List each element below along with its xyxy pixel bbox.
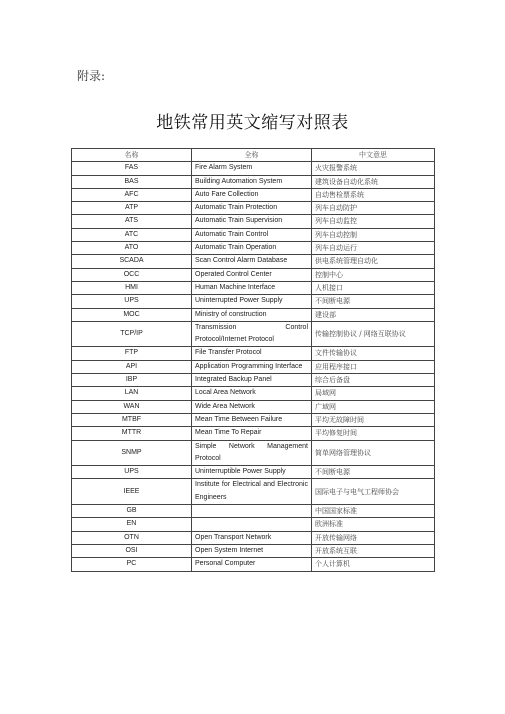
table-row bbox=[72, 427, 435, 440]
table-row bbox=[72, 360, 435, 373]
abbreviation-cell: OCC bbox=[72, 268, 192, 281]
chinese-meaning-cell: 建筑设备自动化系统 bbox=[312, 175, 435, 188]
table-row bbox=[72, 308, 435, 321]
table-row bbox=[72, 387, 435, 400]
table-row bbox=[72, 255, 435, 268]
full-name-cell: Operated Control Center bbox=[192, 268, 312, 281]
full-name-cell: Institute for Electrical and Electronic Engineers bbox=[192, 479, 312, 505]
chinese-meaning-cell: 自动售检票系统 bbox=[312, 188, 435, 201]
chinese-meaning-cell: 平均无故障时间 bbox=[312, 413, 435, 426]
chinese-meaning-cell: 建设部 bbox=[312, 308, 435, 321]
table-row bbox=[72, 466, 435, 479]
header-abbreviation: 名称 bbox=[72, 149, 192, 162]
full-name-cell: Uninterrupted Power Supply bbox=[192, 295, 312, 308]
full-name-cell: Ministry of construction bbox=[192, 308, 312, 321]
full-name-cell: Automatic Train Supervision bbox=[192, 215, 312, 228]
chinese-meaning-cell: 国际电子与电气工程师协会 bbox=[312, 479, 435, 505]
abbreviation-cell: ATC bbox=[72, 228, 192, 241]
chinese-meaning-cell: 不间断电源 bbox=[312, 295, 435, 308]
full-name-cell: Automatic Train Protection bbox=[192, 202, 312, 215]
abbreviation-cell: BAS bbox=[72, 175, 192, 188]
abbreviation-cell: TCP/IP bbox=[72, 321, 192, 347]
full-name-cell: Personal Computer bbox=[192, 558, 312, 571]
table-row bbox=[72, 505, 435, 518]
chinese-meaning-cell: 欧洲标准 bbox=[312, 518, 435, 531]
abbreviation-cell: AFC bbox=[72, 188, 192, 201]
abbreviation-cell: EN bbox=[72, 518, 192, 531]
table-row bbox=[72, 440, 435, 466]
chinese-meaning-cell: 广域网 bbox=[312, 400, 435, 413]
full-name-cell: Local Area Network bbox=[192, 387, 312, 400]
full-name-cell: Uninterruptible Power Supply bbox=[192, 466, 312, 479]
table-row bbox=[72, 479, 435, 505]
full-name-cell: Transmission Control Protocol/Internet Protocol bbox=[192, 321, 312, 347]
abbreviation-cell: PC bbox=[72, 558, 192, 571]
abbreviation-cell: UPS bbox=[72, 295, 192, 308]
abbreviation-cell: SCADA bbox=[72, 255, 192, 268]
full-name-cell: Open System Internet bbox=[192, 544, 312, 557]
table-row bbox=[72, 162, 435, 175]
full-name-cell: Simple Network Management Protocol bbox=[192, 440, 312, 466]
table-row bbox=[72, 228, 435, 241]
full-name-cell: Mean Time To Repair bbox=[192, 427, 312, 440]
chinese-meaning-cell: 供电系统管理自动化 bbox=[312, 255, 435, 268]
table-row bbox=[72, 242, 435, 255]
abbreviation-cell: SNMP bbox=[72, 440, 192, 466]
abbreviation-cell: ATS bbox=[72, 215, 192, 228]
abbreviation-cell: LAN bbox=[72, 387, 192, 400]
chinese-meaning-cell: 传输控制协议 / 网络互联协议 bbox=[312, 321, 435, 347]
abbreviation-cell: FAS bbox=[72, 162, 192, 175]
abbreviation-cell: UPS bbox=[72, 466, 192, 479]
table-row bbox=[72, 558, 435, 571]
abbreviation-cell: IEEE bbox=[72, 479, 192, 505]
abbreviation-cell: OTN bbox=[72, 531, 192, 544]
abbreviation-cell: OSI bbox=[72, 544, 192, 557]
abbreviation-table bbox=[71, 148, 435, 572]
full-name-cell: Building Automation System bbox=[192, 175, 312, 188]
full-name-cell: Automatic Train Control bbox=[192, 228, 312, 241]
table-row bbox=[72, 413, 435, 426]
chinese-meaning-cell: 人机接口 bbox=[312, 281, 435, 294]
chinese-meaning-cell: 列车自动运行 bbox=[312, 242, 435, 255]
table-row bbox=[72, 544, 435, 557]
abbreviation-cell: MTBF bbox=[72, 413, 192, 426]
header-full-name: 全称 bbox=[192, 149, 312, 162]
abbreviation-cell: MTTR bbox=[72, 427, 192, 440]
full-name-cell: Automatic Train Operation bbox=[192, 242, 312, 255]
chinese-meaning-cell: 开放传输网络 bbox=[312, 531, 435, 544]
full-name-cell: Wide Area Network bbox=[192, 400, 312, 413]
abbreviation-cell: HMI bbox=[72, 281, 192, 294]
chinese-meaning-cell: 应用程序接口 bbox=[312, 360, 435, 373]
full-name-cell: Integrated Backup Panel bbox=[192, 374, 312, 387]
full-name-cell: Auto Fare Collection bbox=[192, 188, 312, 201]
chinese-meaning-cell: 平均修复时间 bbox=[312, 427, 435, 440]
full-name-cell: Fire Alarm System bbox=[192, 162, 312, 175]
abbreviation-cell: API bbox=[72, 360, 192, 373]
abbreviation-cell: GB bbox=[72, 505, 192, 518]
full-name-cell: Open Transport Network bbox=[192, 531, 312, 544]
table-row bbox=[72, 400, 435, 413]
table-row bbox=[72, 518, 435, 531]
page-title: 地铁常用英文缩写对照表 bbox=[156, 113, 349, 133]
chinese-meaning-cell: 列车自动防护 bbox=[312, 202, 435, 215]
chinese-meaning-cell: 局域网 bbox=[312, 387, 435, 400]
chinese-meaning-cell: 文件传输协议 bbox=[312, 347, 435, 360]
abbreviation-cell: IBP bbox=[72, 374, 192, 387]
chinese-meaning-cell: 列车自动控制 bbox=[312, 228, 435, 241]
header-chinese-meaning: 中文意思 bbox=[312, 149, 435, 162]
chinese-meaning-cell: 个人计算机 bbox=[312, 558, 435, 571]
full-name-cell: Scan Control Alarm Database bbox=[192, 255, 312, 268]
chinese-meaning-cell: 控制中心 bbox=[312, 268, 435, 281]
full-name-cell bbox=[192, 518, 312, 531]
chinese-meaning-cell: 不间断电源 bbox=[312, 466, 435, 479]
table-row bbox=[72, 321, 435, 347]
abbreviation-cell: WAN bbox=[72, 400, 192, 413]
table-row bbox=[72, 188, 435, 201]
full-name-cell bbox=[192, 505, 312, 518]
full-name-cell: Mean Time Between Failure bbox=[192, 413, 312, 426]
chinese-meaning-cell: 简单网络管理协议 bbox=[312, 440, 435, 466]
abbreviation-cell: ATO bbox=[72, 242, 192, 255]
full-name-cell: Application Programming Interface bbox=[192, 360, 312, 373]
table-row bbox=[72, 281, 435, 294]
table-row bbox=[72, 202, 435, 215]
chinese-meaning-cell: 中国国家标准 bbox=[312, 505, 435, 518]
full-name-cell: Human Machine Interface bbox=[192, 281, 312, 294]
table-header-row bbox=[72, 149, 435, 162]
appendix-label: 附录: bbox=[77, 69, 106, 83]
chinese-meaning-cell: 综合后备盘 bbox=[312, 374, 435, 387]
table-row bbox=[72, 347, 435, 360]
table-row bbox=[72, 268, 435, 281]
table-row bbox=[72, 531, 435, 544]
full-name-cell: File Transfer Protocol bbox=[192, 347, 312, 360]
chinese-meaning-cell: 开放系统互联 bbox=[312, 544, 435, 557]
table-row bbox=[72, 175, 435, 188]
abbreviation-cell: MOC bbox=[72, 308, 192, 321]
abbreviation-cell: ATP bbox=[72, 202, 192, 215]
chinese-meaning-cell: 列车自动监控 bbox=[312, 215, 435, 228]
table-row bbox=[72, 215, 435, 228]
abbreviation-cell: FTP bbox=[72, 347, 192, 360]
table-row bbox=[72, 295, 435, 308]
chinese-meaning-cell: 火灾报警系统 bbox=[312, 162, 435, 175]
table-row bbox=[72, 374, 435, 387]
